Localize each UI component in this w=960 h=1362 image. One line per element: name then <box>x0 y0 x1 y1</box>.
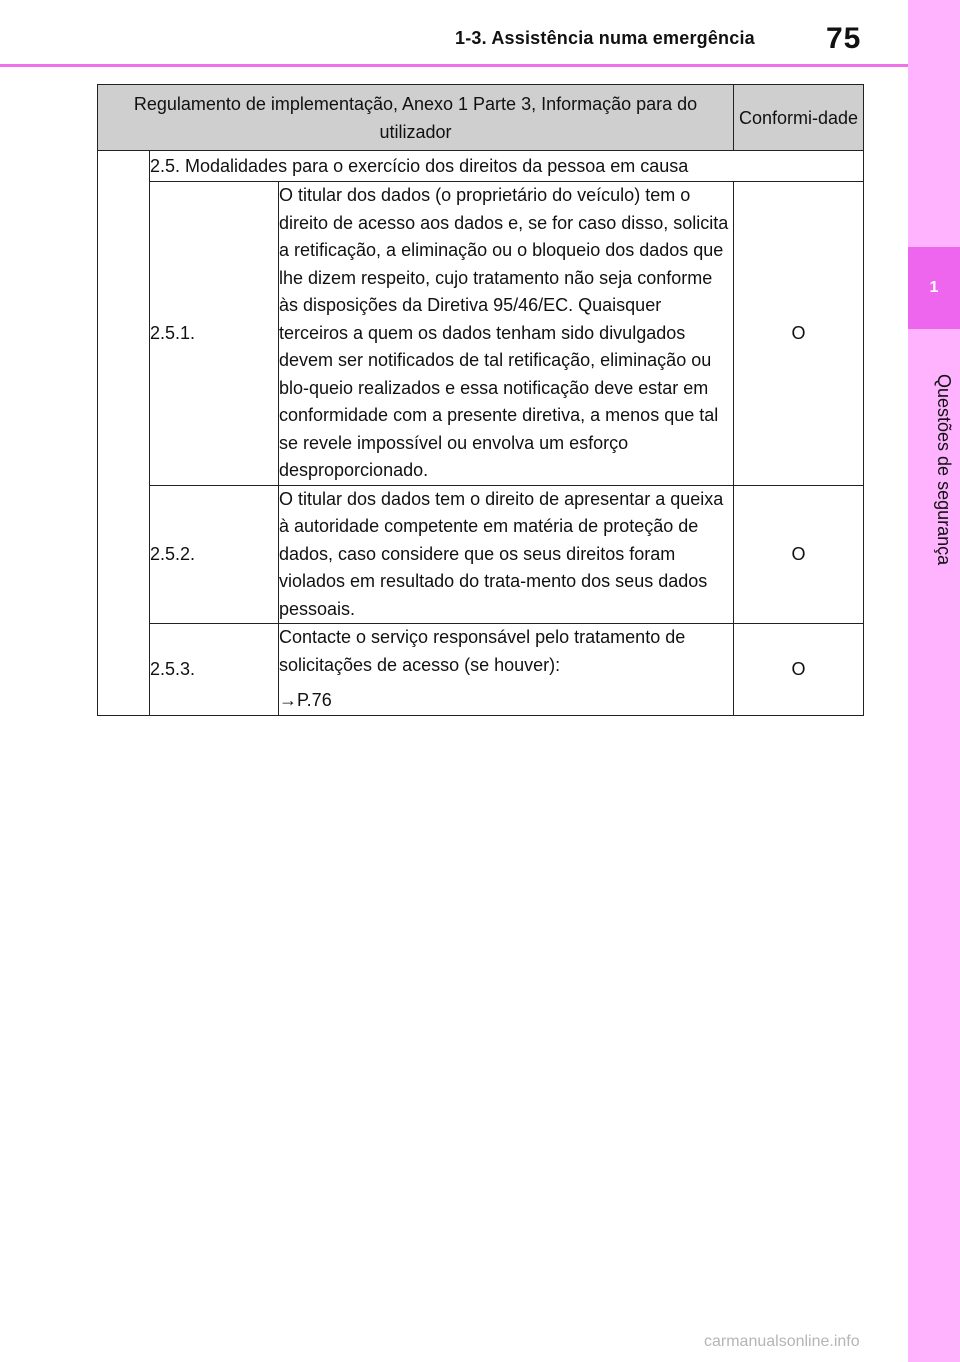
page-number: 75 <box>826 22 862 55</box>
regulation-table <box>97 84 864 716</box>
row-conformity: O <box>734 182 864 486</box>
row-conformity: O <box>734 624 864 716</box>
header-divider <box>0 64 908 67</box>
indent-cell <box>98 151 150 716</box>
column-header-conformity: Conformi-dade <box>734 85 864 151</box>
column-header-regulation: Regulamento de implementação, Anexo 1 Parte 3, Informação para do utilizador <box>98 85 734 151</box>
page-reference-link[interactable]: →P.76 <box>279 690 332 710</box>
table-row <box>98 151 864 182</box>
table-row <box>98 624 864 716</box>
row-text-cell <box>279 624 734 716</box>
chapter-title: Questões de segurança <box>934 374 954 566</box>
row-number: 2.5.3. <box>150 624 279 716</box>
row-text: O titular dos dados (o proprietário do veículo) tem o direito de acesso aos dados e, se for caso disso, solicita a retificação, a eliminação ou o bloqueio dos dados que lhe dizem respeito, cujo tratamento não seja conforme às disposições da Diretiva 95/46/EC. Quaisquer terceiros a quem os dados tenham sido divulgados devem ser notificados de tal retificação, eliminação ou blo-queio realizados e essa notificação deve estar em conformidade com a presente diretiva, a menos que tal se revele impossível ou envolva um esforço desproporcionado. <box>279 182 734 486</box>
row-conformity: O <box>734 485 864 624</box>
table-row <box>98 182 864 486</box>
row-text: O titular dos dados tem o direito de apresentar a queixa à autoridade competente em matéria de proteção de dados, caso considere que os seus direitos foram violados em resultado do trata-mento dos seus dados pessoais. <box>279 485 734 624</box>
table-row <box>98 485 864 624</box>
section-heading: 2.5. Modalidades para o exercício dos direitos da pessoa em causa <box>150 151 864 182</box>
row-number: 2.5.1. <box>150 182 279 486</box>
section-title: 1-3. Assistência numa emergência <box>455 28 755 48</box>
row-number: 2.5.2. <box>150 485 279 624</box>
row-text: Contacte o serviço responsável pelo tratamento de solicitações de acesso (se houver): <box>279 627 686 675</box>
table-header-row <box>98 85 864 151</box>
chapter-side-tab <box>908 0 960 1362</box>
watermark: carmanualsonline.info <box>704 1333 860 1350</box>
chapter-number-badge: 1 <box>908 247 960 329</box>
